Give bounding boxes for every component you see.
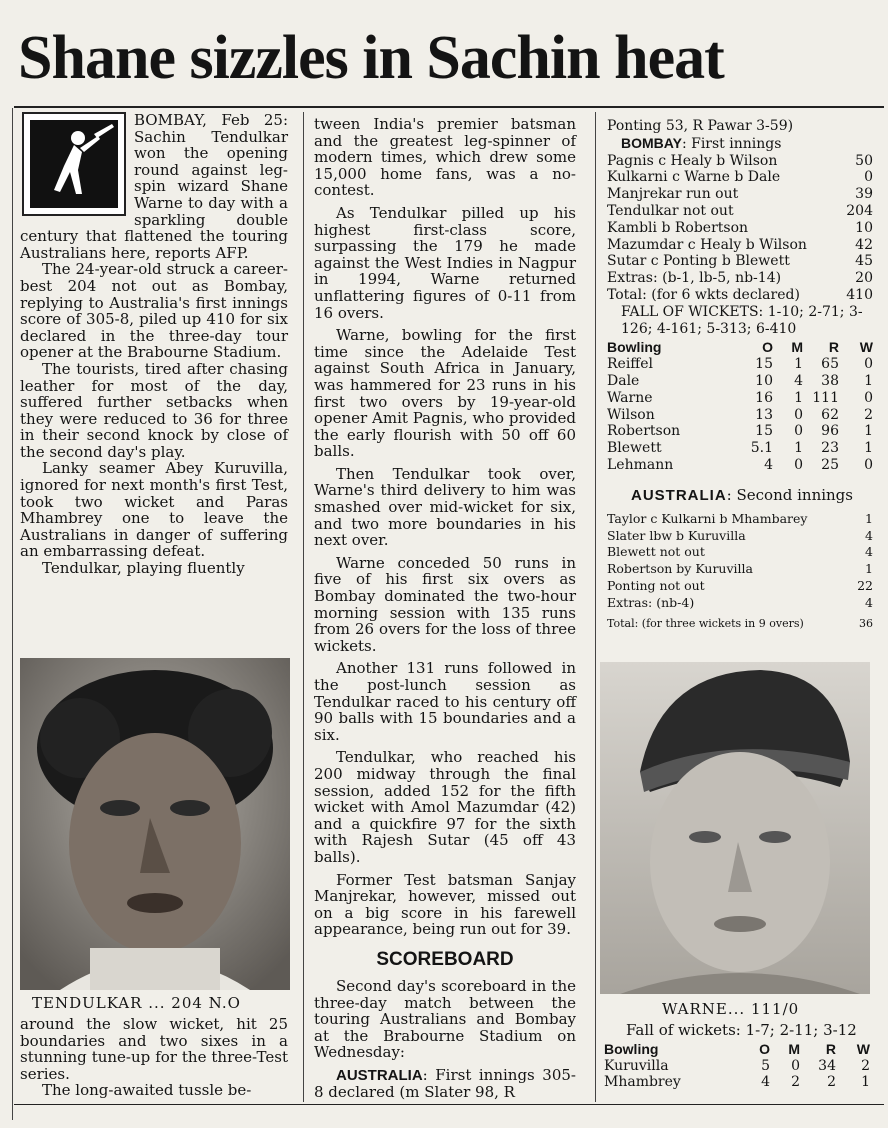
batsman-name: Kulkarni c Warne b Dale [607, 169, 781, 186]
bowler-runs: 38 [821, 372, 839, 389]
bowling-row [607, 356, 873, 373]
tendulkar-portrait-image [20, 658, 290, 990]
total-label: Total: (for three wickets in 9 overs) [607, 616, 804, 630]
batting-row [607, 237, 873, 254]
bowler-overs: 4 [761, 1074, 770, 1091]
australia-second-innings-text: : Second innings [726, 485, 853, 504]
paragraph-6-end: tween India's premier batsman and the greatest leg-spinner of modern times, which drew some 15,000 home fans, was a no-contest. [314, 115, 576, 200]
batsman-name: Manjrekar run out [607, 186, 739, 203]
bowler-overs: 13 [755, 406, 773, 423]
australia-second-total [607, 616, 873, 633]
bowler-overs: 4 [764, 456, 773, 473]
bowling-row [607, 407, 873, 424]
paragraph-4: Lanky seamer Abey Kuruvilla, ignored for next month's first Test, took two wicket and Paras Mhambrey one to leave the Australians in danger of suffering an embarrassing defeat. [20, 459, 288, 561]
paragraph-10: Warne conceded 50 runs in five of his first six overs as Bombay dominated the two-hour morning session with 135 runs from 26 overs for the loss of three wickets. [314, 553, 576, 655]
paragraph-1: Sachin Tendulkar won the opening round against leg-spin wizard Shane Warne to day with a sparkling double century that flattened the touring Australians here, reports AFP. [20, 127, 288, 262]
paragraph-7: As Tendulkar pilled up his highest first-class score, surpassing the 179 he made against the West Indies in Nagpur in 1994, Warne returned unflattering figures of 0-11 from 16 overs. [314, 203, 576, 322]
bowling-row [607, 373, 873, 390]
bowler-runs: 23 [821, 440, 839, 457]
batsman-name: Pagnis c Healy b Wilson [607, 152, 778, 169]
column-divider-1 [303, 112, 304, 1102]
batsman-runs: 1 [865, 561, 873, 577]
australia-first-innings-text: : First innings 305-8 declared (m Slater 98, R [314, 1065, 576, 1102]
scoreboard-title: SCOREBOARD [376, 948, 514, 970]
batting2-row [607, 544, 873, 561]
scoreboard-column [607, 118, 873, 632]
bowler-overs: 15 [755, 356, 773, 373]
batting2-row [607, 528, 873, 545]
bowling-header-wickets: W [859, 339, 873, 356]
bowler-maidens: 0 [794, 456, 803, 473]
batsman-runs: 20 [855, 270, 873, 287]
bowler-wickets: 2 [864, 406, 873, 423]
batsman-name: Taylor c Kulkarni b Mhambarey [607, 510, 808, 526]
bowler-runs: 96 [821, 423, 839, 440]
paragraph-5-end: around the slow wicket, hit 25 boundaries and two sixes in a stunning tune-up for the three-Test series. [20, 1015, 288, 1083]
batsman-runs: 50 [855, 152, 873, 169]
batsman-name: Robertson by Kuruvilla [607, 561, 753, 577]
batsman-runs: 1 [865, 510, 873, 526]
paragraph-3: The tourists, tired after chasing leather for most of the day, suffered further setbacks when they were reduced to 36 for three in their second knock by close of the second day's play. [20, 359, 288, 461]
bowling-header-label: Bowling [607, 339, 662, 356]
bowling-row [607, 390, 873, 407]
batting-row [607, 270, 873, 287]
bowler-maidens: 0 [794, 406, 803, 423]
batting-row [607, 153, 873, 170]
article-column-1-bottom [20, 1016, 288, 1099]
headline-rule [14, 106, 884, 108]
bowler-overs: 16 [755, 389, 773, 406]
bowler-runs: 62 [821, 406, 839, 423]
bowler-wickets: 0 [864, 389, 873, 406]
australia-bowling-list [607, 356, 873, 474]
batting2-row [607, 511, 873, 528]
bowler-overs: 15 [755, 423, 773, 440]
paragraph-2: The 24-year-old struck a career-best 204 not out as Bombay, replying to Australia's first innings score of 305-8, piled up 410 for six declared in the three-day tour opener at the Brabourne Stadium. [20, 260, 288, 362]
paragraph-5-start: Tendulkar, playing fluently [42, 559, 245, 578]
australia-second-fall-of-wickets: Fall of wickets: 1-7; 2-11; 3-12 [626, 1021, 857, 1039]
batsman-runs: 22 [857, 577, 873, 593]
bowler-name: Kuruvilla [604, 1057, 669, 1074]
bowler-runs: 65 [821, 356, 839, 373]
batsman-name: Slater lbw b Kuruvilla [607, 527, 746, 543]
batsman-runs: 42 [855, 236, 873, 253]
batting-row [607, 287, 873, 304]
batsman-runs: 410 [846, 286, 873, 303]
bowler-maidens: 1 [794, 389, 803, 406]
warne-photo [600, 662, 870, 994]
batsman-name: Ponting not out [607, 577, 705, 593]
bowler-runs: 34 [818, 1057, 836, 1074]
bowler-name: Lehmann [607, 456, 674, 473]
bowler-wickets: 1 [864, 372, 873, 389]
bombay-fall-of-wickets: FALL OF WICKETS: 1-10; 2-71; 3-126; 4-161; 5-313; 6-410 [621, 303, 863, 337]
bowler-maidens: 0 [791, 1057, 800, 1074]
paragraph-11: Another 131 runs followed in the post-lunch session as Tendulkar raced to his century off 90 balls with 15 boundaries and a six. [314, 659, 576, 744]
bottom-rule [14, 1104, 884, 1105]
batting-row [607, 220, 873, 237]
batting2-row [607, 595, 873, 612]
warne-photo-caption: WARNE... 111/0 [662, 1000, 800, 1018]
bowler-name: Warne [607, 389, 653, 406]
bowling2-header-overs: O [759, 1040, 770, 1057]
bowler-maidens: 0 [794, 423, 803, 440]
bowling2-header-label: Bowling [604, 1040, 659, 1057]
bowler-maidens: 4 [794, 372, 803, 389]
tendulkar-photo-caption: TENDULKAR ... 204 N.O [32, 994, 241, 1012]
paragraph-6-start: The long-awaited tussle be- [42, 1081, 252, 1100]
batting-row [607, 253, 873, 270]
batsman-name: Blewett not out [607, 544, 705, 560]
batsman-name: Extras: (nb-4) [607, 594, 695, 610]
bowling2-header [604, 1041, 870, 1058]
batsman-runs: 4 [865, 594, 873, 610]
tendulkar-photo [20, 658, 290, 990]
paragraph-14: Second day's scoreboard in the three-day match between the touring Australians and Bombay at the Brabourne Stadium on Wednesday: [314, 976, 576, 1062]
article-column-1 [20, 112, 288, 577]
total-runs: 36 [859, 616, 873, 630]
paragraph-8: Warne, bowling for the first time since the Adelaide Test against South Africa in January, was hammered for 23 runs in his first two overs by 19-year-old opener Amit Pagnis, who provided the early flourish with 50 off 60 balls. [314, 326, 576, 461]
bowling2-row [604, 1058, 870, 1075]
batsman-runs: 0 [864, 169, 873, 186]
batting-row [607, 203, 873, 220]
paragraph-12: Tendulkar, who reached his 200 midway through the final session, added 152 for the fifth wicket with Amol Mazumdar (42) and a quickfire 97 for the sixth with Rajesh Sutar (45 off 43 balls). [314, 748, 576, 866]
batting-row [607, 169, 873, 186]
batting-row [607, 186, 873, 203]
bowling2-header-maidens: M [788, 1040, 800, 1057]
bowling-header-maidens: M [791, 339, 803, 356]
batsman-name: Sutar c Ponting b Blewett [607, 253, 790, 270]
bowling-row [607, 457, 873, 474]
bowler-wickets: 1 [864, 440, 873, 457]
batsman-runs: 4 [865, 527, 873, 543]
bowling-row [607, 423, 873, 440]
batsman-runs: 10 [855, 219, 873, 236]
bowler-name: Mhambrey [604, 1074, 681, 1091]
paragraph-13: Former Test batsman Sanjay Manjrekar, however, missed out on a big score in his farewell appearance, being run out for 39. [314, 870, 576, 939]
australia-second-batting-list [607, 511, 873, 612]
column-divider-2 [595, 112, 596, 1102]
dateline: BOMBAY, Feb 25: [134, 111, 288, 129]
batsman-name: Total: (for 6 wkts declared) [607, 286, 800, 303]
australia-first-innings-label: AUSTRALIA [336, 1066, 423, 1084]
bowler-name: Robertson [607, 423, 681, 440]
batsman-runs: 204 [846, 202, 873, 219]
batsman-name: Kambli b Robertson [607, 219, 749, 236]
batsman-runs: 45 [855, 253, 873, 270]
batsman-runs: 4 [865, 544, 873, 560]
bowler-overs: 5.1 [750, 440, 773, 457]
bowling2-header-wickets: W [856, 1040, 870, 1057]
bowler-runs: 2 [827, 1074, 836, 1091]
bowling-header-runs: R [828, 339, 839, 356]
article-column-2 [314, 116, 576, 1101]
bowler-name: Blewett [607, 440, 662, 457]
batsman-name: Mazumdar c Healy b Wilson [607, 236, 807, 253]
bowler-runs: 111 [812, 389, 839, 406]
bowler-maidens: 1 [794, 356, 803, 373]
bowler-maidens: 2 [791, 1074, 800, 1091]
bowling2-header-runs: R [825, 1040, 836, 1057]
bowler-name: Dale [607, 372, 640, 389]
left-border [12, 108, 13, 1120]
bowler-wickets: 2 [861, 1057, 870, 1074]
bowler-wickets: 1 [861, 1074, 870, 1091]
bowler-overs: 10 [755, 372, 773, 389]
batting2-row [607, 578, 873, 595]
bowling2-row [604, 1074, 870, 1091]
bowler-maidens: 1 [794, 440, 803, 457]
bowler-runs: 25 [821, 456, 839, 473]
bombay-bowling-list [604, 1058, 870, 1092]
bowler-overs: 5 [761, 1057, 770, 1074]
bowler-wickets: 1 [864, 423, 873, 440]
bowler-name: Wilson [607, 406, 655, 423]
paragraph-9: Then Tendulkar took over, Warne's third delivery to him was smashed over mid-wicket for six, and two more boundaries in his next over. [314, 464, 576, 550]
bombay-innings-text: : First innings [681, 135, 782, 152]
bowler-wickets: 0 [864, 356, 873, 373]
bombay-batting-list [607, 153, 873, 304]
bowler-wickets: 0 [864, 456, 873, 473]
bowling-row [607, 440, 873, 457]
australia-innings-continued: Ponting 53, R Pawar 3-59) [607, 118, 794, 134]
headline: Shane sizzles in Sachin heat [18, 24, 724, 92]
scoreboard-column-bottom [604, 1022, 870, 1091]
batsman-name: Extras: (b-1, lb-5, nb-14) [607, 270, 782, 287]
bowler-name: Reiffel [607, 356, 654, 373]
bombay-innings-label: BOMBAY [621, 134, 682, 151]
bowling-header [607, 339, 873, 356]
batting2-row [607, 561, 873, 578]
batsman-runs: 39 [855, 186, 873, 203]
australia-second-innings-label: AUSTRALIA [631, 486, 727, 504]
warne-portrait-image [600, 662, 870, 994]
batsman-name: Tendulkar not out [607, 202, 734, 219]
bowling-header-overs: O [762, 339, 773, 356]
